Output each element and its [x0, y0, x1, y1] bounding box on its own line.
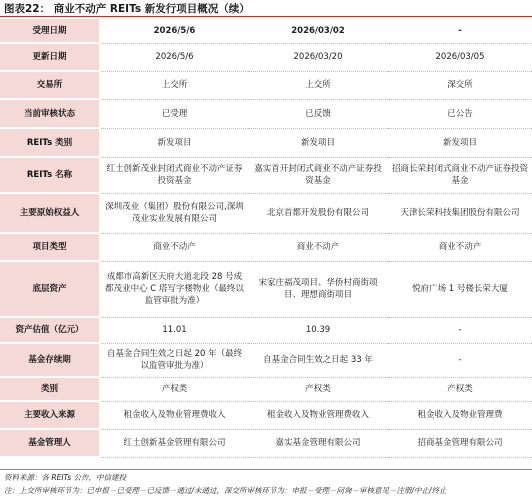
table-cell: 红土创新茂业封闭式商业不动产证券投资基金 [100, 157, 248, 193]
table-cell: - [388, 317, 532, 343]
table-row [0, 233, 532, 261]
table-cell: 招商长荣封闭式商业不动产证券投资基金 [388, 157, 532, 193]
row-label-project-type: 项目类型 [0, 233, 100, 261]
table-row [0, 157, 532, 193]
table-cell: - [388, 19, 532, 43]
row-label-class: 类别 [0, 377, 100, 401]
row-label-asset-valuation: 资产估值（亿元） [0, 317, 100, 343]
table-row [0, 71, 532, 99]
table-cell: 新发项目 [100, 128, 248, 157]
table-row [0, 429, 532, 457]
table-cell: 宋家庄福茂项目、华侨村商街项目、理想商街项目 [248, 261, 388, 317]
source-note: 资料来源：各 REITs 公告，中信建投 [4, 473, 127, 482]
table-cell: 红土创新基金管理有限公司 [100, 429, 248, 457]
table-cell: 11.01 [100, 317, 248, 343]
table-cell: 商业不动产 [388, 233, 532, 261]
table-row [0, 128, 532, 157]
table-cell: 深圳茂业（集团）股份有限公司,深圳茂业实业发展有限公司 [100, 193, 248, 233]
table-cell: 2026/5/6 [100, 19, 248, 43]
table-row [0, 261, 532, 317]
table-cell: 产权类 [100, 377, 248, 401]
table-cell: 2026/03/02 [248, 19, 388, 43]
row-label-fund-duration: 基金存续期 [0, 343, 100, 377]
table-cell: 产权类 [248, 377, 388, 401]
table-row [0, 43, 532, 71]
row-label-reits-name: REITs 名称 [0, 157, 100, 193]
table-cell: 新发项目 [388, 128, 532, 157]
row-label-underlying-assets: 底层资产 [0, 261, 100, 317]
table-cell: 产权类 [388, 377, 532, 401]
table-cell: 商业不动产 [248, 233, 388, 261]
table-cell: 自基金合同生效之日起 33 年 [248, 343, 388, 377]
row-label-exchange: 交易所 [0, 71, 100, 99]
table-cell: - [388, 343, 532, 377]
table-cell: 自基金合同生效之日起 20 年（最终以监管审批为准） [100, 343, 248, 377]
row-label-reits-category: REITs 类别 [0, 128, 100, 157]
table-cell: 深交所 [388, 71, 532, 99]
table-cell: 已反馈 [248, 99, 388, 128]
row-label-fund-manager: 基金管理人 [0, 429, 100, 457]
row-label-income-source: 主要收入来源 [0, 401, 100, 429]
table-cell: 10.39 [248, 317, 388, 343]
table-cell: 嘉实基金管理有限公司 [248, 429, 388, 457]
row-label-accept-date: 受理日期 [0, 19, 100, 43]
row-label-update-date: 更新日期 [0, 43, 100, 71]
table-cell: 天津长荣科技集团股份有限公司 [388, 193, 532, 233]
table-cell: 成都市高新区天府大道北段 28 号成都茂业中心 C 塔写字楼物业（最终以监管审批为准） [100, 261, 248, 317]
row-label-review-status: 当前审核状态 [0, 99, 100, 128]
footnote: 注：上交所审核环节为：已申报－已受理－已反馈－通过/未通过，深交所审核环节为：申报－受理－问询－审核意见－注册/中止/终止 [4, 486, 447, 495]
table-row [0, 377, 532, 401]
table-cell: 招商基金管理有限公司 [388, 429, 532, 457]
table-cell: 新发项目 [248, 128, 388, 157]
table-row [0, 19, 532, 43]
title-divider [0, 16, 532, 17]
table-cell: 上交所 [248, 71, 388, 99]
table-cell: 2026/5/6 [100, 43, 248, 71]
table-cell: 租金收入及物业管理费收入 [100, 401, 248, 429]
table-cell: 上交所 [100, 71, 248, 99]
table-cell: 已公告 [388, 99, 532, 128]
table-cell: 商业不动产 [100, 233, 248, 261]
table-cell: 已受理 [100, 99, 248, 128]
table-row [0, 343, 532, 377]
table-cell: 租金收入及物业管理费收入 [248, 401, 388, 429]
table-cell: 租金收入及物业管理费 [388, 401, 532, 429]
table-cell: 北京首都开发股份有限公司 [248, 193, 388, 233]
table-cell: 2026/03/20 [248, 43, 388, 71]
row-label-original-owner: 主要原始权益人 [0, 193, 100, 233]
table-row [0, 401, 532, 429]
table-row [0, 99, 532, 128]
table-row [0, 317, 532, 343]
table-row [0, 193, 532, 233]
table-cell: 悦府广场 1 号楼长荣大厦 [388, 261, 532, 317]
figure-title: 图表22： 商业不动产 REITs 新发行项目概况（续） [4, 3, 250, 15]
table-cell: 嘉实首开封闭式商业不动产证券投资基金 [248, 157, 388, 193]
footer-divider [0, 469, 532, 470]
table-cell: 2026/03/05 [388, 43, 532, 71]
reits-project-table [0, 19, 532, 458]
